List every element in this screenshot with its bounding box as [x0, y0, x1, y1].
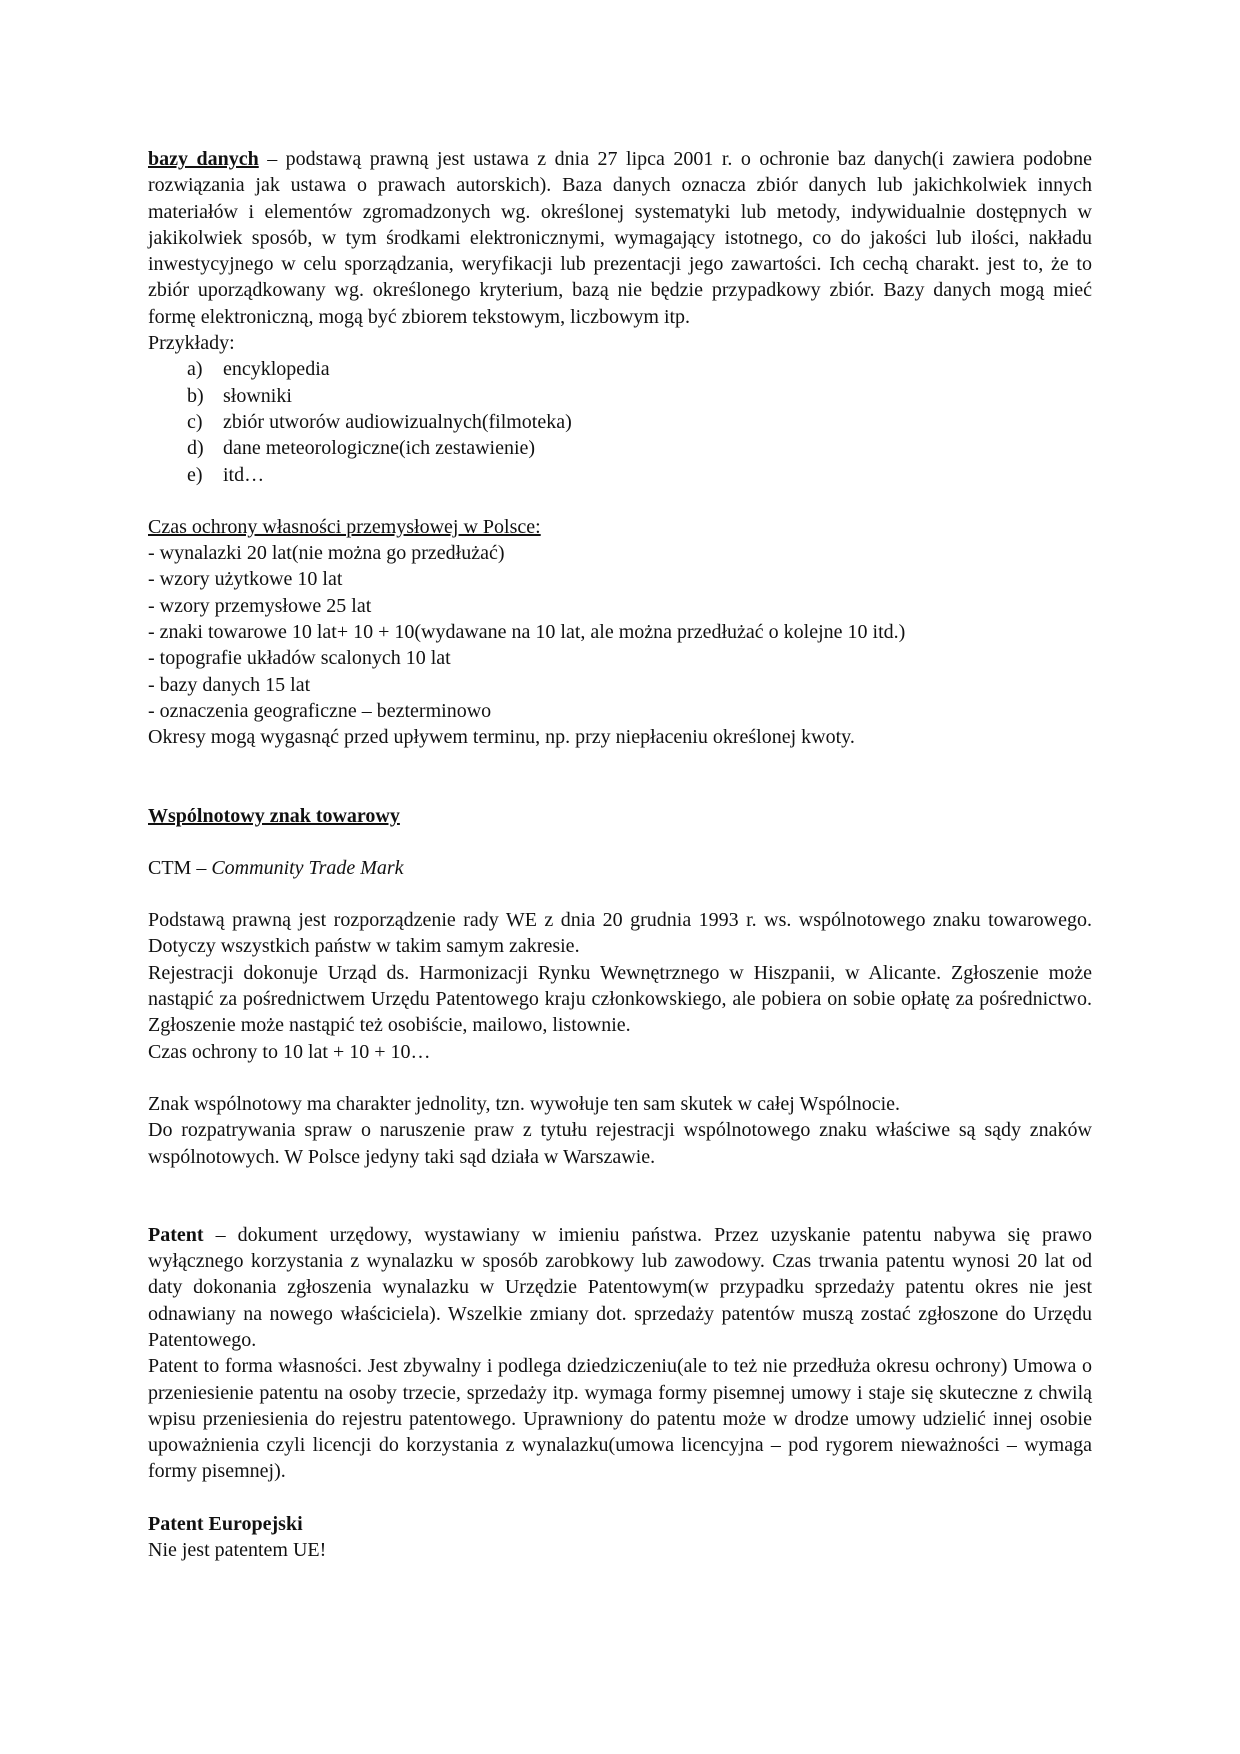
ochrona-note: Okresy mogą wygasnąć przed upływem terminu, np. przy niepłaceniu określonej kwoty. [148, 726, 855, 749]
list-item: a) encyklopedia [187, 358, 330, 381]
bazy-danych-paragraph [148, 146, 1092, 330]
ochrona-item: - wzory przemysłowe 25 lat [148, 594, 372, 617]
bazy-danych-term: bazy danych [148, 148, 259, 170]
patent-paragraph: Patent – dokument urzędowy, wystawiany w imieniu państwa. Przez uzyskanie patentu nabywa się prawo wyłącznego korzystania z wynalazku w sposób zarobkowy lub zawodowy. Czas trwania patentu wynosi 20 lat od daty dokonania zgłoszenia wynalazku w Urzędzie Patentowym(w przypadku sprzedaży patentu okres nie jest odnawiany na nowego właściciela). Wszelkie zmiany dot. sprzedaży patentów muszą zostać zgłoszone do Urzędu Patentowego. [148, 1223, 1092, 1351]
list-item: d) dane meteorologiczne(ich zestawienie) [187, 437, 536, 460]
ochrona-item: - wynalazki 20 lat(nie można go przedłużać) [148, 542, 505, 565]
patent-term: Patent [148, 1223, 204, 1246]
ochrona-item: - topografie układów scalonych 10 lat [148, 647, 451, 670]
patent-europejski-text: Nie jest patentem UE! [148, 1539, 327, 1562]
ochrona-heading: Czas ochrony własności przemysłowej w Polsce: [148, 515, 541, 538]
bazy-danych-text: – podstawą prawną jest ustawa z dnia 27 lipca 2001 r. o ochronie baz danych(i zawiera podobne rozwiązania jak ustawa o prawach autorskich). Baza danych oznacza zbiór danych lub jakichkolwiek innych materiałów i elementów zgromadzonych wg. określonej systematyki lub metody, indywidualnie dostępnych w jakikolwiek sposób, w tym środkami elektronicznymi, wymagający istotnego, co do jakości lub ilości, nakładu inwestycyjnego w celu sporządzania, weryfikacji lub prezentacji jego zawartości. Ich cechą charakt. jest to, że to zbiór uporządkowany wg. określonego kryterium, bazą nie będzie przypadkowy zbiór. Bazy danych mogą mieć formę elektroniczną, mogą być zbiorem tekstowym, liczbowym itp. [148, 148, 1093, 328]
wzt-paragraph-4: Znak wspólnotowy ma charakter jednolity, tzn. wywołuje ten sam skutek w całej Wspólnocie. [148, 1092, 901, 1115]
wzt-paragraph-3: Czas ochrony to 10 lat + 10 + 10… [148, 1040, 431, 1063]
wzt-heading: Wspólnotowy znak towarowy [148, 804, 400, 827]
ochrona-item: - znaki towarowe 10 lat+ 10 + 10(wydawane na 10 lat, ale można przedłużać o kolejne 10 itd.) [148, 621, 906, 644]
ctm-line: CTM – Community Trade Mark [148, 856, 404, 879]
ochrona-item: - wzory użytkowe 10 lat [148, 568, 343, 591]
examples-list [148, 356, 1092, 487]
list-item: b) słowniki [187, 384, 292, 407]
wzt-paragraph-1: Podstawą prawną jest rozporządzenie rady WE z dnia 20 grudnia 1993 r. ws. wspólnotowego znaku towarowego. Dotyczy wszystkich państw w takim samym zakresie. [148, 909, 1092, 958]
document-body [148, 146, 1092, 1563]
ochrona-item: - bazy danych 15 lat [148, 673, 311, 696]
wzt-paragraph-2: Rejestracji dokonuje Urząd ds. Harmonizacji Rynku Wewnętrznego w Hiszpanii, w Alicante. Zgłoszenie może nastąpić za pośrednictwem Urzędu Patentowego kraju członkowskiego, ale pobiera on sobie opłatę za pośrednictwo. Zgłoszenie może nastąpić też osobiście, mailowo, listownie. [148, 961, 1092, 1037]
ochrona-item: - oznaczenia geograficzne – bezterminowo [148, 699, 492, 722]
patent-paragraph-2: Patent to forma własności. Jest zbywalny i podlega dziedziczeniu(ale to też nie przedłuża okresu ochrony) Umowa o przeniesienie patentu na osoby trzecie, sprzedaży itp. wymaga formy pisemnej umowy i staje się skuteczne z chwilą wpisu przeniesienia do rejestru patentowego. Uprawniony do patentu może w drodze umowy udzielić innej osobie upoważnienia czyli licencji do korzystania z wynalazku(umowa licencyjna – pod rygorem nieważności – wymaga formy pisemnej). [148, 1355, 1092, 1483]
patent-europejski-heading: Patent Europejski [148, 1512, 303, 1535]
list-item: c) zbiór utworów audiowizualnych(filmoteka) [187, 410, 572, 433]
examples-label: Przykłady: [148, 332, 235, 355]
list-item: e) itd… [187, 463, 265, 486]
wzt-paragraph-5: Do rozpatrywania spraw o naruszenie praw z tytułu rejestracji wspólnotowego znaku właściwe są sądy znaków wspólnotowych. W Polsce jedyny taki sąd działa w Warszawie. [148, 1119, 1092, 1168]
